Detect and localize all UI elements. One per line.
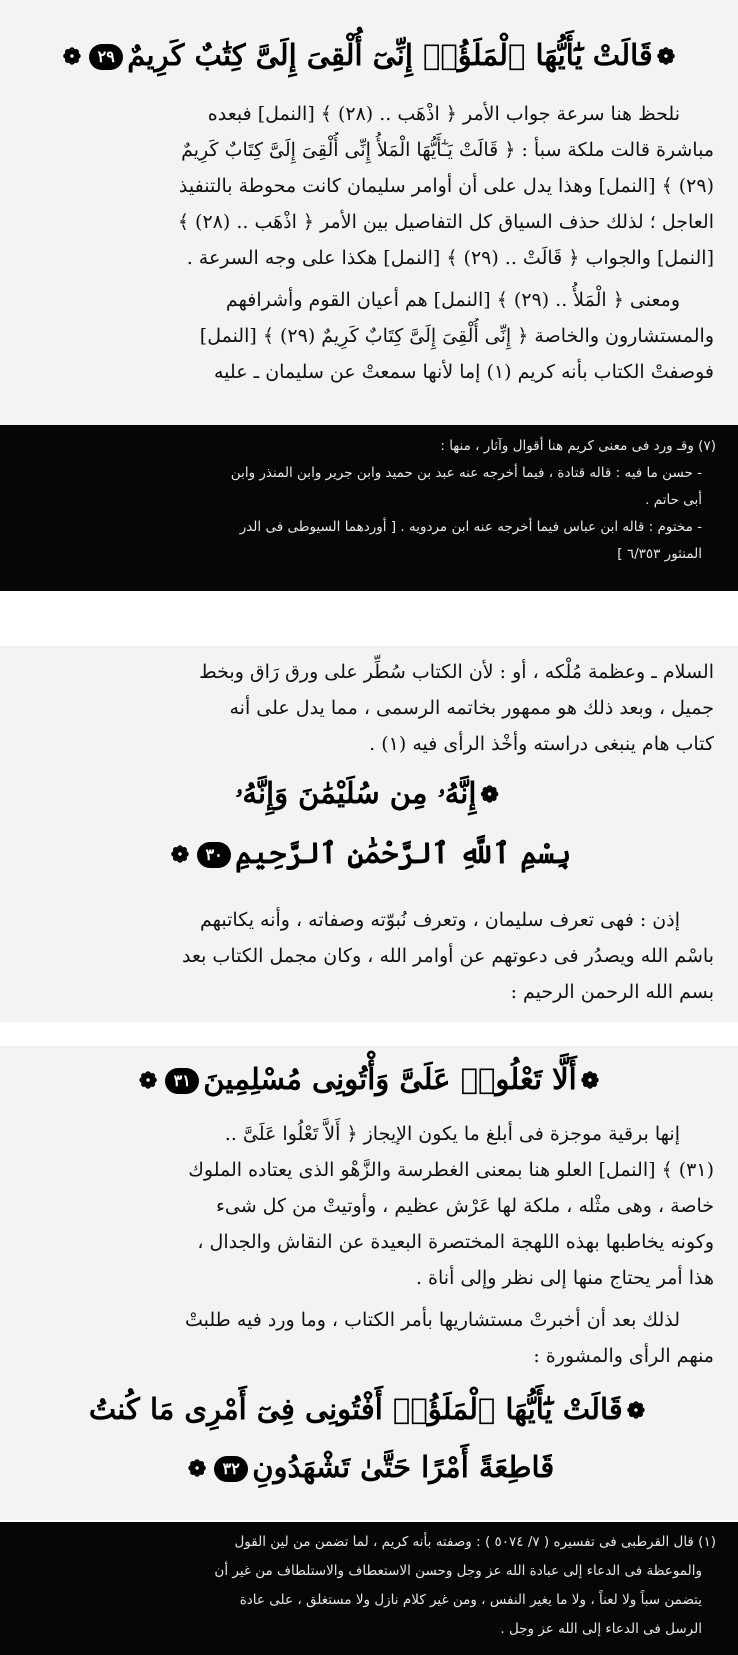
page-gap <box>0 1022 738 1046</box>
text-line: كتاب هام ينبغى دراسته وأخْذ الرأى فيه (١) . <box>369 733 714 755</box>
text-line: إذن : فهى تعرف سليمان ، وتعرف نُبوّته وصفاته ، وأنه يكاتبهم <box>199 909 680 931</box>
text-line: مباشرة قالت ملكة سبأ : ﴿ قَالَتْ يَـٰٓأَيُّهَا الْمَلأُ إِنِّى أُلْقِىَ إِلَىَّ كِتَابٌ كَرِيمٌ <box>181 139 714 161</box>
footnote-line: أبى حاتم . <box>645 492 702 508</box>
verse-32-line-2 <box>0 1446 738 1490</box>
text-line: خاصة ، وهى مثْله ، ملكة لها عَرْش عظيم ، وأوتيتْ من كل شىء <box>215 1195 714 1217</box>
text-line: نلحظ هنا سرعة جواب الأمر ﴿ اذْهَب .. (٢٨) ﴾ [النمل] فبعده <box>207 103 680 125</box>
ornament-icon: ❁ <box>656 44 676 70</box>
verse-text: قَالَتْ يَٰٓأَيُّهَا ٱلْمَلَؤُا۟ أَفْتُونِى فِىٓ أَمْرِى مَا كُنتُ <box>88 1392 623 1426</box>
text-line: هذا أمر يحتاج منها إلى نظر وإلى أناة . <box>415 1267 714 1289</box>
text-block-1 <box>0 0 738 425</box>
text-line: العاجل ؛ لذلك حذف السياق كل التفاصيل بين الأمر ﴿ اذْهَب .. (٢٨) ﴾ <box>177 211 714 233</box>
footnote-line: الرسل فى الدعاء إلى الله عز وجل . <box>500 1621 702 1637</box>
text-line: السلام ـ وعظمة مُلْكه ، أو : لأن الكتاب سُطِّر على ورق رَاق وبخط <box>199 661 714 683</box>
verse-number-badge: ٣٠ <box>197 842 231 868</box>
page-gap <box>0 591 738 646</box>
verse-number-badge: ٣٢ <box>214 1456 248 1482</box>
verse-text: إِنَّهُۥ مِن سُلَيْمَٰنَ وَإِنَّهُۥ <box>235 776 477 810</box>
text-line: (٣١) ﴾ [النمل] العلو هنا بمعنى الغطرسة والزَّهْو الذى يعتاده الملوك <box>188 1159 714 1181</box>
text-line: جميل ، وبعد ذلك هو ممهور بخاتمه الرسمى ، مما يدل على أنه <box>229 697 714 719</box>
verse-number-badge: ٢٩ <box>89 44 123 70</box>
ornament-icon: ❁ <box>187 1456 207 1482</box>
text-block-2 <box>0 646 738 1022</box>
text-line: ومعنى ﴿ الْمَلأُ .. (٢٩) ﴾ [النمل] هم أعيان القوم وأشرافهم <box>225 289 680 311</box>
footnote-line: - مختوم : قاله ابن عباس فيما أخرجه عنه ابن مردويه . [ أوردهما السيوطى فى الدر <box>239 519 702 535</box>
text-line: إنها برقية موجزة فى أبلغ ما يكون الإيجاز ﴿ أَلاَّ تَعْلُوا عَلَىَّ .. <box>224 1123 680 1145</box>
text-line: منهم الرأى والمشورة : <box>533 1345 714 1367</box>
text-line: باسْم الله ويصدُر فى دعوتهم عن أوامر الله ، وكان مجمل الكتاب بعد <box>181 945 714 967</box>
footnote-line: (٧) وقـ ورد فى معنى كريم هنا أقوال وآثار ، منها : <box>440 438 716 454</box>
text-line: فوصفتْ الكتاب بأنه كريم (١) إما لأنها سمعتْ عن سليمان ـ عليه <box>214 361 714 383</box>
verse-30-line-1 <box>0 772 738 816</box>
ornament-icon: ❁ <box>580 1068 600 1094</box>
commentary-paragraph <box>0 654 738 762</box>
text-block-3 <box>0 1046 738 1520</box>
text-line: والمستشارون والخاصة ﴿ إِنِّى أُلْقِىَ إِلَىَّ كِتَابٌ كَرِيمٌ (٢٩) ﴾ [النمل] <box>199 325 714 347</box>
footnote-line: (١) قال القرطبى فى تفسيره ( ٧/ ٥٠٧٤ ) : وصفته بأنه كريم ، لما تضمن من لين القول <box>234 1534 716 1550</box>
ornament-icon: ❁ <box>170 842 190 868</box>
text-line: وكونه يخاطبها بهذه اللهجة المختصرة البعيدة عن النقاش والجدال ، <box>197 1231 714 1253</box>
ornament-icon: ❁ <box>62 44 82 70</box>
verse-31 <box>0 1058 738 1102</box>
commentary-paragraph <box>0 902 738 1010</box>
verse-text: قَاطِعَةً أَمْرًا حَتَّىٰ تَشْهَدُونِ <box>252 1450 555 1484</box>
verse-number-badge: ٣١ <box>165 1068 199 1094</box>
ornament-icon: ❁ <box>626 1398 646 1424</box>
ornament-icon: ❁ <box>138 1068 158 1094</box>
footnote-line: والموعظة فى الدعاء إلى عبادة الله عز وجل وحسن الاستعطاف والاستلطاف من غير أن <box>214 1563 702 1579</box>
text-line: بسم الله الرحمن الرحيم : <box>510 981 714 1003</box>
commentary-paragraph <box>0 1116 738 1374</box>
commentary-paragraph <box>0 96 738 390</box>
footnote-line: المنثور ٦/٣٥٣ ] <box>617 546 702 562</box>
text-line: (٢٩) ﴾ [النمل] وهذا يدل على أن أوامر سليمان كانت محوطة بالتنفيذ <box>178 175 714 197</box>
verse-29 <box>0 34 738 78</box>
verse-32-line-1 <box>0 1388 738 1432</box>
verse-text: بِسْمِ ٱللَّهِ ٱلرَّحْمَٰنِ ٱلرَّحِيمِ <box>235 836 572 870</box>
footnote-block-2 <box>0 1522 738 1655</box>
text-line: لذلك بعد أن أخبرتْ مستشاريها بأمر الكتاب ، وما ورد فيه طلبتْ <box>185 1309 680 1331</box>
text-line: [النمل] والجواب ﴿ قَالَتْ .. (٢٩) ﴾ [النمل] هكذا على وجه السرعة . <box>186 247 714 269</box>
footnote-line: يتضمن سباً ولا لعناً ، ولا ما يغير النفس ، ومن غير كلام نازل ولا مستغلق ، على عادة <box>239 1592 702 1608</box>
ornament-icon: ❁ <box>480 782 499 808</box>
verse-30-line-2 <box>0 832 738 876</box>
footnote-line: - حسن ما فيه : قاله قتادة ، فيما أخرجه عنه عبد بن حميد وابن جرير وابن المنذر وابن <box>230 465 702 481</box>
verse-text: أَلَّا تَعْلُوا۟ عَلَىَّ وَأْتُونِى مُسْلِمِينَ <box>203 1062 577 1096</box>
verse-text: قَالَتْ يَٰٓأَيُّهَا ٱلْمَلَؤُا۟ إِنِّىٓ أُلْقِىَ إِلَىَّ كِتَٰبٌ كَرِيمٌ <box>127 38 653 72</box>
footnote-block-1 <box>0 425 738 591</box>
